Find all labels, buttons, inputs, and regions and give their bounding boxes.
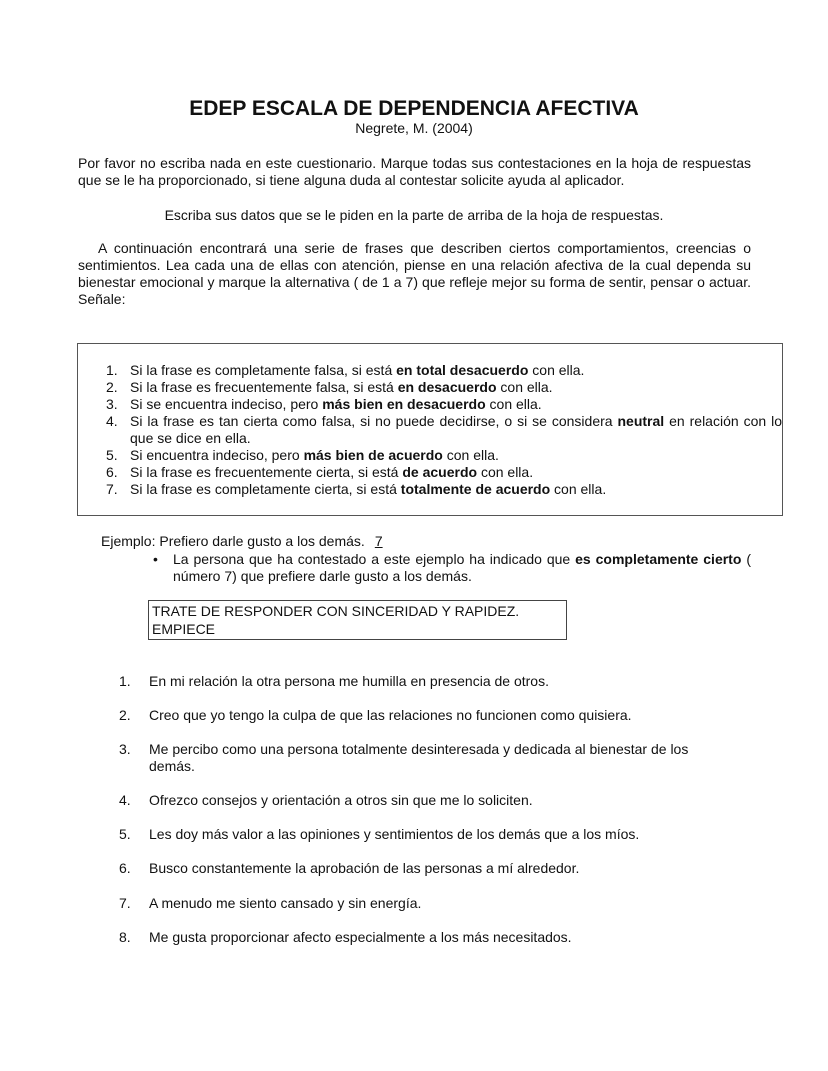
scale-text: Si la frase es completamente falsa, si está xyxy=(130,362,397,378)
scale-item xyxy=(106,396,782,413)
scale-item xyxy=(106,413,782,447)
scale-number: 1. xyxy=(106,362,118,378)
question-number: 2. xyxy=(119,707,131,723)
question-item xyxy=(119,741,734,775)
question-text: Busco constantemente la aprobación de las personas a mí alrededor. xyxy=(149,860,580,876)
explanation-bold: es completamente cierto xyxy=(575,551,742,567)
scale-emphasis: en desacuerdo xyxy=(397,379,497,395)
scale-emphasis: neutral xyxy=(617,413,665,429)
question-text: En mi relación la otra persona me humilla en presencia de otros. xyxy=(149,673,549,689)
question-text: Me gusta proporcionar afecto especialmente a los más necesitados. xyxy=(149,929,572,945)
scale-text: Si se encuentra indeciso, pero xyxy=(130,396,323,412)
question-text: Me percibo como una persona totalmente desinteresada y dedicada al bienestar de los demás. xyxy=(149,741,689,774)
question-number: 3. xyxy=(119,741,131,757)
question-text: Creo que yo tengo la culpa de que las relaciones no funcionen como quisiera. xyxy=(149,707,632,723)
instruction-start: EMPIECE xyxy=(152,621,216,637)
scale-introduction: A continuación encontrará una serie de frases que describen ciertos comportamientos, creencias o sentimientos. Lea cada una de ellas con atención, piense en una relación afectiva de la cual dependa su bienestar emocional y marque la alternativa ( de 1 a 7) que refleje mejor su forma de sentir, pensar o actuar. Señale: xyxy=(78,240,751,307)
question-item xyxy=(119,673,734,690)
scale-number: 3. xyxy=(106,396,118,412)
data-instructions: Escriba sus datos que se le piden en la parte de arriba de la hoja de respuestas. xyxy=(164,207,664,223)
example-answer: 7 xyxy=(374,533,383,549)
explanation-text: La persona que ha contestado a este ejemplo ha indicado que xyxy=(173,551,576,567)
bullet-icon: • xyxy=(153,551,158,567)
scale-text: Si la frase es frecuentemente cierta, si está xyxy=(130,464,403,480)
scale-text-end: con ella. xyxy=(442,447,499,463)
scale-number: 7. xyxy=(106,481,118,497)
question-number: 1. xyxy=(119,673,131,689)
question-number: 8. xyxy=(119,929,131,945)
scale-emphasis: totalmente de acuerdo xyxy=(400,481,551,497)
scale-text-end: con ella. xyxy=(528,362,585,378)
question-item xyxy=(119,860,734,877)
question-item xyxy=(119,707,734,724)
instruction-line: TRATE DE RESPONDER CON SINCERIDAD Y RAPIDEZ. xyxy=(152,603,520,619)
scale-legend-box xyxy=(77,343,783,516)
scale-number: 6. xyxy=(106,464,118,480)
scale-emphasis: más bien de acuerdo xyxy=(303,447,443,463)
instructions-paragraph: Por favor no escriba nada en este cuestionario. Marque todas sus contestaciones en la hoja de respuestas que se le ha proporcionado, si tiene alguna duda al contestar solicite ayuda al aplicador. xyxy=(78,155,751,188)
scale-number: 5. xyxy=(106,447,118,463)
scale-text: Si la frase es frecuentemente falsa, si está xyxy=(130,379,398,395)
example-text: Ejemplo: Prefiero darle gusto a los demás. xyxy=(101,533,365,549)
scale-emphasis: en total desacuerdo xyxy=(396,362,529,378)
page-title: EDEP ESCALA DE DEPENDENCIA AFECTIVA xyxy=(189,97,639,120)
scale-item xyxy=(106,362,782,379)
question-number: 6. xyxy=(119,860,131,876)
scale-item xyxy=(106,481,782,498)
example-explanation xyxy=(153,551,751,585)
question-number: 7. xyxy=(119,895,131,911)
scale-text-end: con ella. xyxy=(477,464,534,480)
scale-text: Si la frase es tan cierta como falsa, si no puede decidirse, o si se considera xyxy=(130,413,618,429)
scale-text: Si la frase es completamente cierta, si está xyxy=(130,481,401,497)
scale-text-end: con ella. xyxy=(496,379,553,395)
scale-item xyxy=(106,447,782,464)
question-number: 5. xyxy=(119,826,131,842)
scale-text-end: con ella. xyxy=(485,396,542,412)
instruction-box xyxy=(148,600,567,640)
question-number: 4. xyxy=(119,792,131,808)
question-item xyxy=(119,895,734,912)
scale-text: Si encuentra indeciso, pero xyxy=(130,447,304,463)
question-text: Les doy más valor a las opiniones y sentimientos de los demás que a los míos. xyxy=(149,826,640,842)
scale-text-end: con ella. xyxy=(550,481,607,497)
question-item xyxy=(119,929,734,946)
question-text: Ofrezco consejos y orientación a otros sin que me lo soliciten. xyxy=(149,792,533,808)
scale-item xyxy=(106,464,782,481)
scale-number: 4. xyxy=(106,413,118,429)
author-citation: Negrete, M. (2004) xyxy=(355,120,473,136)
scale-number: 2. xyxy=(106,379,118,395)
scale-text-end: en relación con lo que se dice en ella. xyxy=(130,413,782,446)
scale-item xyxy=(106,379,782,396)
scale-emphasis: de acuerdo xyxy=(402,464,478,480)
question-item xyxy=(119,826,734,843)
question-item xyxy=(119,792,734,809)
scale-emphasis: más bien en desacuerdo xyxy=(322,396,486,412)
question-text: A menudo me siento cansado y sin energía. xyxy=(149,895,422,911)
explanation-text-end: ( número 7) que prefiere darle gusto a los demás. xyxy=(173,551,751,584)
example xyxy=(101,533,383,550)
